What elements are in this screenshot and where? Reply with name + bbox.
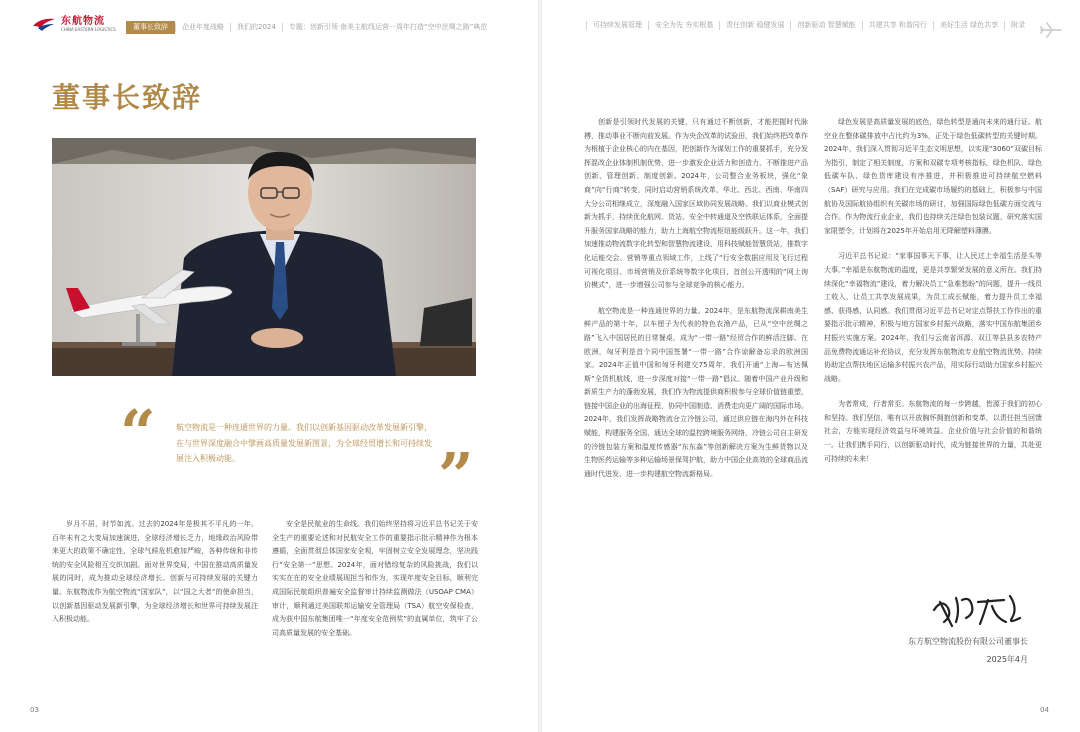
paragraph: 绿色发展是高质量发展的底色，绿色转型是通向未来的通行证。航空业在整体碳排放中占比约为3%，正处于绿色低碳转型的关键时期。2024年，我们深入贯彻习近平生态文明思想，以实现“3060”双碳目标为指引，制定了相关制度，方案和双碳专项考核指标，绿色机队、绿色低碳车队、绿色货库建设有序推进，并积极推进可持续航空燃料（SAF）研究与应用。我们在完成碳市场履约的基础上，积极参与中国航协及国际航协组织有关碳市场的研讨，加强国际绿色低碳方面交流与合作。作为物流行业企业，我们也持续关注绿色包装议题，研究落实国家限塑令，计划将在2025年开始启用无降解塑料薄膜。 bbox=[824, 118, 1042, 235]
section-nav-left bbox=[126, 21, 493, 34]
page-number-right: 04 bbox=[1040, 706, 1049, 714]
right-column-1 bbox=[584, 116, 808, 493]
chairman-photo bbox=[52, 138, 476, 376]
section-nav-right bbox=[586, 21, 1031, 30]
signature-title: 东方航空物流股份有限公司董事长 bbox=[908, 637, 1028, 646]
open-quote-icon: “ bbox=[120, 396, 156, 469]
nav-item-sustainability-mgmt[interactable]: 可持续发展管理 bbox=[586, 21, 648, 30]
nav-item-safety[interactable]: 安全为先 夯实根基 bbox=[648, 21, 719, 30]
right-column-2 bbox=[824, 116, 1042, 478]
chairman-portrait-icon bbox=[52, 138, 476, 376]
left-column-2 bbox=[272, 518, 478, 652]
signature-date: 2025年4月 bbox=[986, 655, 1028, 664]
paragraph: 为者常成，行者常至。东航物流的每一步跨越，皆源于我们的初心和坚持。我们坚信，唯有以开放胸怀拥抱创新和变革，以责任担当回馈社会，方能实现经济效益与环境效益、企业价值与社会价值的和谐统一。让我们携手同行，以创新驱动时代，成为链接世界的力量，共赴更可持续的未来！ bbox=[824, 400, 1042, 463]
pull-quote: 航空物流是一种连通世界的力量。我们以创新基因驱动改革发展新引擎，在与世界深度融合中擘画高质量发展新图景，为全球经贸增长和可持续发展注入积极动能。 bbox=[176, 423, 432, 463]
nav-item-sharing[interactable]: 共建共享 和谐同行 bbox=[862, 21, 933, 30]
page-title: 董事长致辞 bbox=[52, 81, 203, 114]
nav-item-feature[interactable]: 专题：创新引领·南美主航线运营一周年打造“空中丝绸之路”典范 bbox=[282, 23, 493, 32]
paragraph: 岁月不居，时节如流。过去的2024年是极其不平凡的一年。百年未有之大变局加速演进，全球经济增长乏力，地缘政治风险带来更大的政策不确定性，全球气候危机愈加严峻，各种传统和非传统的安全风险相互交织加剧。面对世界变局，中国在推动高质量发展的同时，成为推动全球经济增长、创新与可持续发展的关键力量。东航物流作为航空物流“国家队”，以“国之大者”的使命担当，以创新基因驱动发展新引擎，为全球经济增长和世界可持续发展注入积极动能。 bbox=[52, 520, 258, 624]
nav-item-appendix[interactable]: 附录 bbox=[1004, 21, 1031, 30]
brand-name-en: CHINA EASTERN LOGISTICS bbox=[61, 27, 116, 32]
nav-item-green[interactable]: 美好生活 绿色共享 bbox=[933, 21, 1004, 30]
paragraph: 创新是引领时代发展的关键，只有通过不断创新，才能把握时代脉搏，推动事业不断向前发展。作为央企改革的试验田，我们始终把改革作为根植于企业核心的内在基因，把创新作为谋划工作的重要抓手，充分发挥混改企业体制机制优势，进一步激发企业活力和创造力，不断推进产品创新、管理创新、制度创新。2024年，公司整合业务板块，强化“象商”向“行商”转变，同时启动营销系统改革，华北、西北、西南、华南四大分公司相继成立，深度融入国家区域协同发展战略。我们以商业模式创新为抓手，持续优化航网、货站、安全中转通道及空铁联运体系，全面提升服务国家战略的能力，助力上海航空物流枢纽能级跃升。这一年，我们加速推动物流数字化转型和智慧物流建设，用科技赋能智慧货站，推数字化运能交会、营销等重点领域工作，上线了“行安全数据应用及飞行过程可视化项目、市场营销及价系统等数字化项目，首创公开透明的“网上询价模式”，进一步增强公司参与全球竞争的核心能力。 bbox=[584, 118, 808, 290]
paragraph: 航空物流是一种连通世界的力量。2024年，是东航物流深耕南美生鲜产品的第十年，以车厘子为代表的特色农渔产品，已从“空中丝绸之路”飞入中国居民的日常餐桌，成为“一带一路”经贸合作的鲜活注脚。在欧洲，匈牙利是首个同中国签署“一带一路”合作谅解备忘录的欧洲国家。2024年正值中国和匈牙利建交75周年，我们开通“上海—布达佩斯”全货机航线，进一步深度对接“一带一路”倡议。随着中国产业升级和新质生产力的蓬勃发展，我们作为物流提供商积极参与全球价值链重塑，链接中国企业的出海征程，协同中国制造、消费走向更广阔的国际市场。2024年，我们发挥战略物流仓立冷链公司，通过供应链在海内外在科技赋能，构建服务全国、通达全球的温控跨境服务网络，冷链公司自主研发的冷链包装方案和温度传感器“东东淼”等创新解决方案为生鲜货物以及生物医药运输等多种运输场景保驾护航，助力中国企业高效的全球商品流通时代进发，进一步构建航空物流新格局。 bbox=[584, 306, 808, 478]
close-quote-icon: ” bbox=[438, 439, 474, 512]
swallow-logo-icon bbox=[32, 16, 56, 32]
brand-logo bbox=[32, 16, 116, 32]
page-gutter bbox=[538, 0, 542, 732]
nav-item-innovation[interactable]: 创新驱动 智慧赋能 bbox=[790, 21, 861, 30]
paragraph: 安全是民航业的生命线。我们始终坚持将习近平总书记关于安全生产的重要论述和对民航安全工作的重要指示批示精神作为根本遵循，全面贯彻总体国家安全观，牢固树立安全发展理念，坚决践行“安全第一”思想。2024年，面对错综复杂的风险挑战，我们以实实在在的安全业绩展现担当和作为，实现年度安全目标，顺利完成国际民航组织普遍安全监督审计持续监测做法（USOAP CMA）审计，顺利通过美国联邦运输安全管理局（TSA）航空安保检查，成为获中国东航集团唯一“年度安全范例奖”的直属单位，筑牢了公司高质量发展的安全基础。 bbox=[272, 520, 478, 637]
page-number-left: 03 bbox=[30, 706, 39, 714]
plane-icon bbox=[1040, 22, 1062, 38]
nav-item-strategy[interactable]: 企业年度战略 bbox=[175, 23, 230, 32]
nav-item-our-2024[interactable]: 我们的2024 bbox=[230, 23, 282, 32]
paragraph: 习近平总书记说：“家事国事天下事，让人民过上幸福生活是头等大事。”幸福是东航物流的温度，更是共享繁荣发展的意义所在。我们持续深化“幸福物流”建设，着力解决员工“急难愁盼”的问题，提升一线员工收入，让员工共享发展成果，为员工成长赋能，着力提升员工幸福感、获得感、认同感。我们贯彻习近平总书记对定点帮扶工作作出的重要指示批示精神，积极与地方国家乡村振兴战略，落实中国东航集团乡村振兴实施方案。2024年，我们与云南省洱源、双江等县县多农特产品免费物流通运补充协议，充分发挥东航物流专业航空物流优势，持续协助定点帮扶地区运输多村振兴农产品，用实际行动助力国家乡村振兴战略。 bbox=[824, 252, 1042, 383]
brand-name: 东航物流 bbox=[61, 16, 105, 27]
nav-item-responsibility[interactable]: 责任创新 稳健发展 bbox=[719, 21, 790, 30]
nav-item-chairman[interactable]: 董事长致辞 bbox=[126, 21, 175, 34]
handwritten-signature-icon bbox=[930, 588, 1026, 630]
left-column-1 bbox=[52, 518, 258, 639]
